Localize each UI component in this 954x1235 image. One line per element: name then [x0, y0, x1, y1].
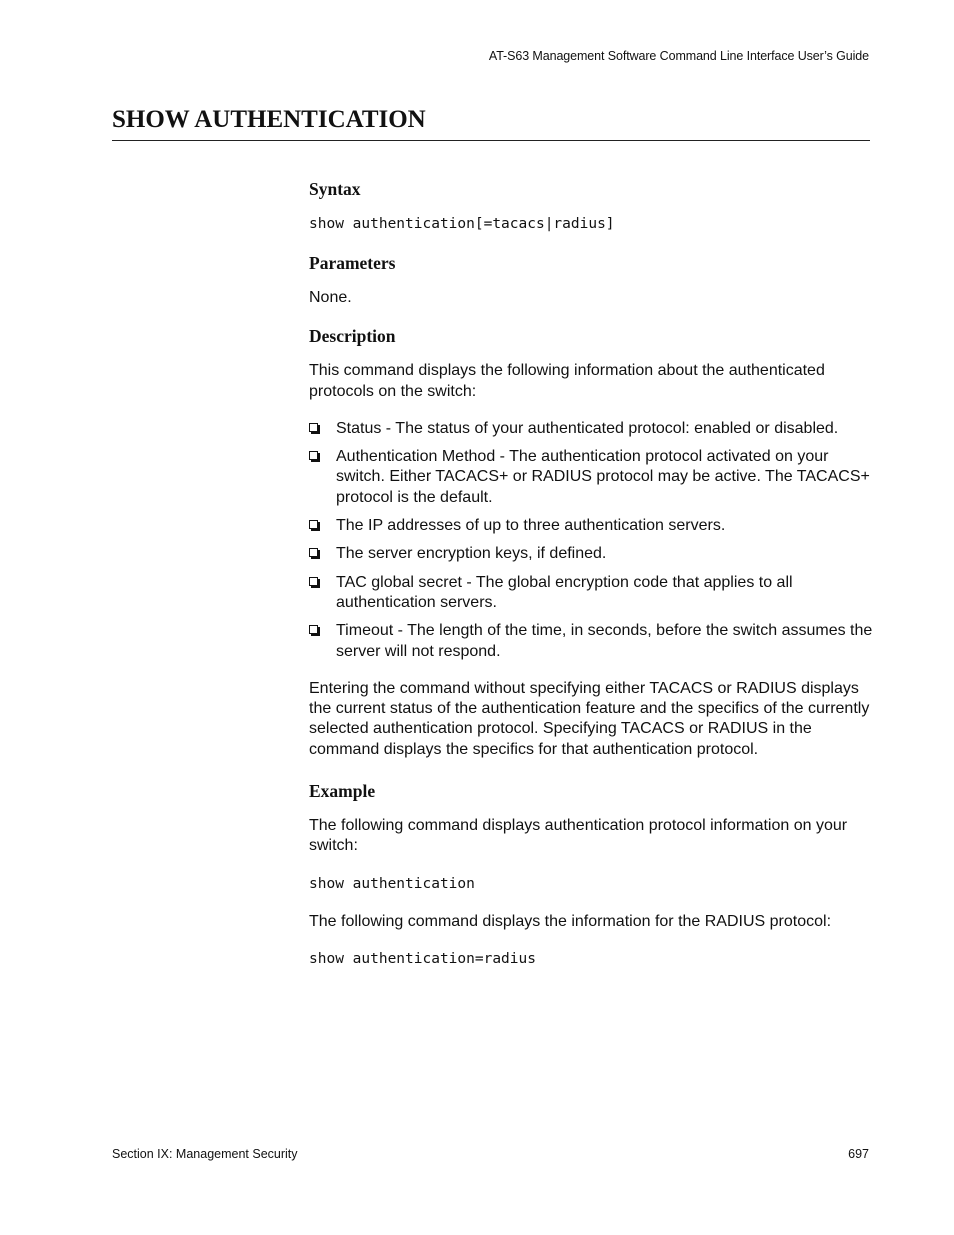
- checkbox-bullet-icon: [309, 520, 318, 529]
- description-heading: Description: [309, 326, 396, 347]
- list-item: [309, 419, 875, 439]
- title-divider: [112, 140, 870, 141]
- page-number: 697: [848, 1147, 869, 1161]
- syntax-heading: Syntax: [309, 179, 361, 199]
- example-code-1: show authentication: [309, 875, 475, 892]
- checkbox-bullet-icon: [309, 577, 318, 586]
- list-item-text: Authentication Method - The authentication protocol activated on your switch. Either TACACS+ or RADIUS protocol may be active. The TACACS+ protocol is the default.: [336, 448, 870, 506]
- list-item-text: TAC global secret - The global encryption code that applies to all authentication servers.: [336, 573, 793, 611]
- example-heading: Example: [309, 781, 376, 802]
- list-item-text: The server encryption keys, if defined.: [336, 545, 607, 563]
- page-title: SHOW AUTHENTICATION: [112, 106, 426, 133]
- example-text-2: The following command displays the information for the RADIUS protocol:: [309, 912, 832, 930]
- list-item: [309, 447, 875, 508]
- list-item: [309, 573, 875, 614]
- example-code-2: show authentication=radius: [309, 950, 536, 967]
- parameters-heading: Parameters: [309, 253, 396, 273]
- list-item-text: Status - The status of your authenticated protocol: enabled or disabled.: [336, 419, 839, 437]
- footer-section: Section IX: Management Security: [112, 1147, 298, 1161]
- parameters-text: None.: [309, 289, 352, 306]
- checkbox-bullet-icon: [309, 625, 318, 634]
- running-header: AT-S63 Management Software Command Line Interface User’s Guide: [488, 49, 869, 63]
- description-list: [309, 419, 875, 662]
- list-item: [309, 516, 875, 536]
- list-item: [309, 621, 875, 662]
- checkbox-bullet-icon: [309, 423, 318, 432]
- list-item-text: The IP addresses of up to three authentication servers.: [336, 517, 726, 535]
- syntax-command: show authentication[=tacacs|radius]: [309, 216, 615, 232]
- list-item: [309, 544, 875, 564]
- checkbox-bullet-icon: [309, 451, 318, 460]
- list-item-text: Timeout - The length of the time, in seconds, before the switch assumes the server will not respond.: [336, 622, 873, 660]
- checkbox-bullet-icon: [309, 548, 318, 557]
- main-content: [309, 178, 875, 987]
- description-intro: This command displays the following information about the authenticated protocols on the switch:: [309, 362, 825, 400]
- description-closing: Entering the command without specifying either TACACS or RADIUS displays the current status of the authentication feature and the specifics of the currently selected authentication protocol. Specifying TACACS or RADIUS in the command displays the specifics for that authentication protocol.: [309, 679, 870, 758]
- example-text-1: The following command displays authentication protocol information on your switch:: [309, 817, 848, 855]
